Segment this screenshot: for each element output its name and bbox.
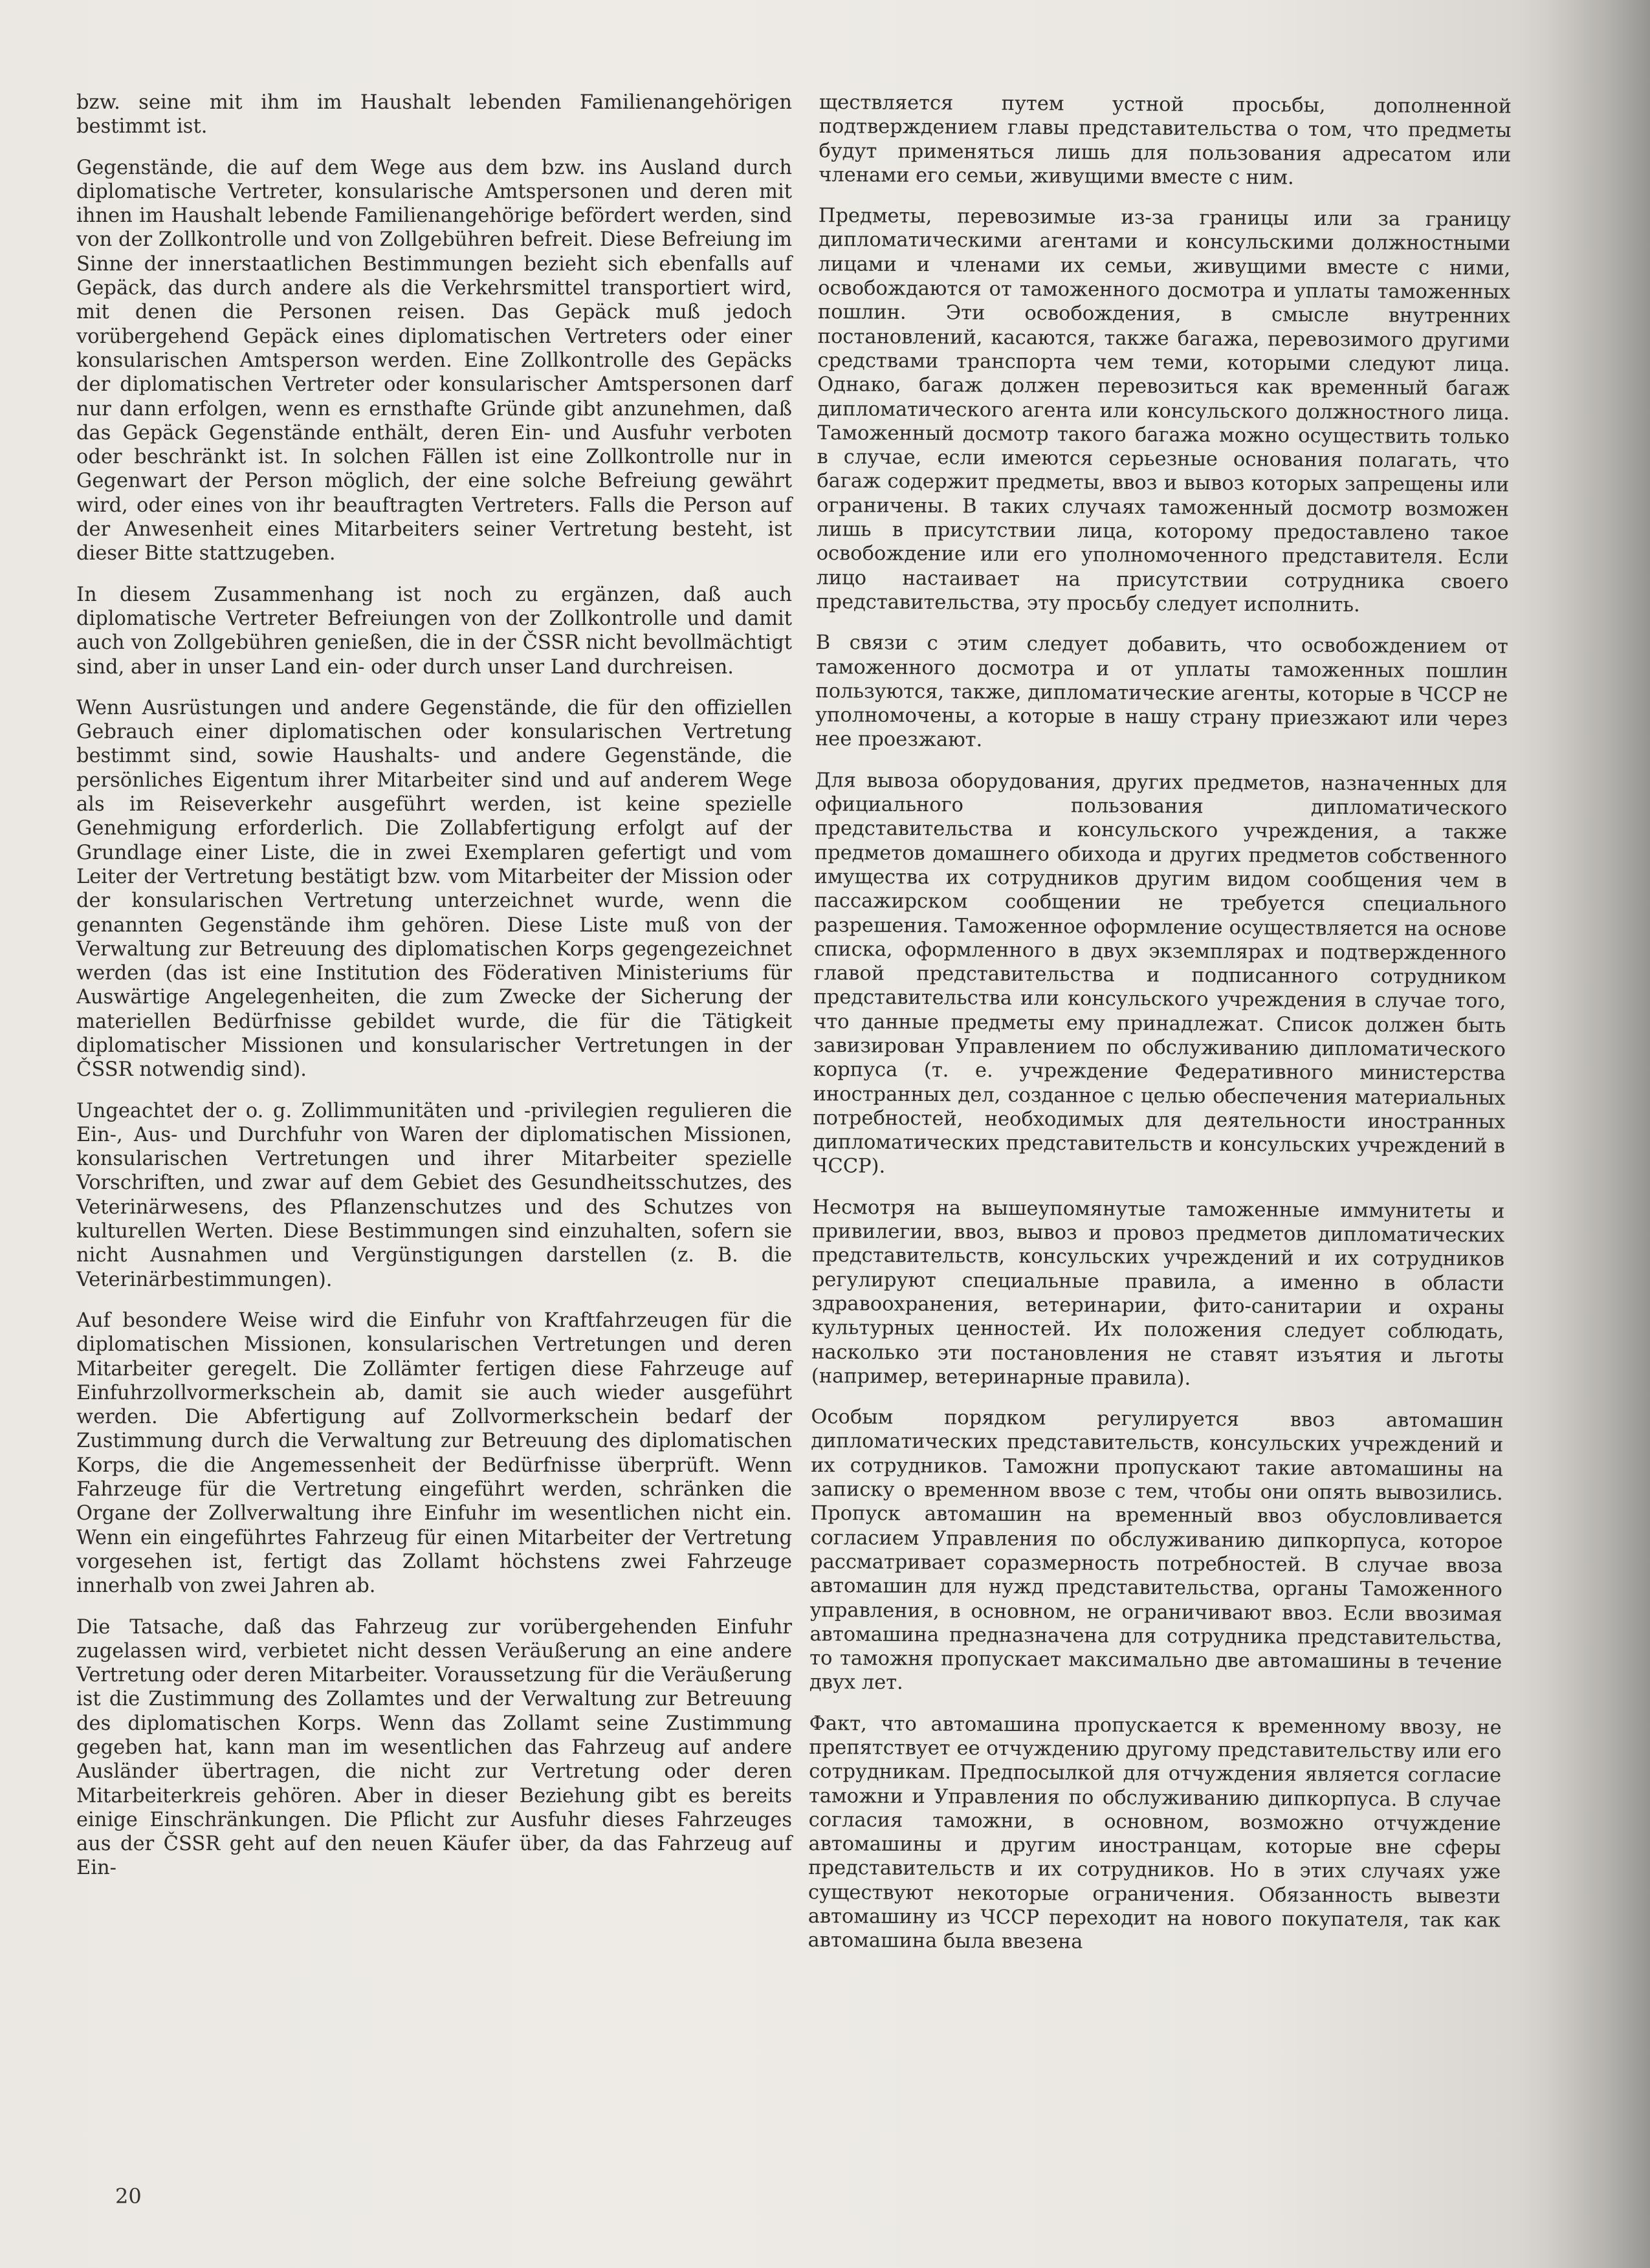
- page-number: 20: [115, 2184, 142, 2208]
- paragraph: Ungeachtet der o. g. Zollimmunitäten und -privilegien regulieren die Ein-, Aus- und Durchfuhr von Waren der diplomatischen Missionen, konsularischen Vertretungen und ihrer Mitarbeiter spezielle Vorschriften, und zwar auf dem Gebiet des Gesundheitsschutzes, des Veterinärwesens, des Pflanzenschutzes und des Schutzes von kulturellen Werten. Diese Bestimmungen sind einzuhalten, sofern sie nicht Ausnahmen und Vergünstigungen darstellen (z. B. die Veterinärbestimmungen).: [76, 1099, 792, 1291]
- binding-shadow: [1546, 0, 1650, 2268]
- paragraph: Для вывоза оборудования, других предметов, назначенных для официального пользования дипломатического представительства и консульского учреждения, а также предметов домашнего обихода и других предметов собственного имущества их сотрудников другим видом сообщения чем в пассажирском сообщении не требуется специального разрешения. Таможенное оформление осуществляется на основе списка, оформленного в двух экземплярах и подтвержденного главой представительства и подписанного сотрудником представительства или консульского учреждения в случае того, что данные предметы ему принадлежат. Список должен быть завизирован Управлением по обслуживанию дипломатического корпуса (т. е. учреждение Федеративного министерства иностранных дел, созданное с целью обеспечения материальных потребностей, необходимых для деятельности иностранных дипломатических представительств и консульских учреждений в ЧССР).: [812, 769, 1508, 1179]
- paragraph: Несмотря на вышеупомянутые таможенные иммунитеты и привилегии, ввоз, вывоз и провоз предметов дипломатических представительств, консульских учреждений и их сотрудников регулируют специальные правила, а именно в области здравоохранения, ветеринарии, фито-санитарии и охраны культурных ценностей. Их положения следует соблюдать, насколько эти постановления не ставят изъятия и льготы (например, ветеринарные правила).: [811, 1195, 1505, 1390]
- paragraph: Die Tatsache, daß das Fahrzeug zur vorübergehenden Einfuhr zugelassen wird, verbietet nicht dessen Veräußerung an eine andere Vertretung oder deren Mitarbeiter. Voraussetzung für die Veräußerung ist die Zustimmung des Zollamtes und der Verwaltung zur Betreuung des diplomatischen Korps. Wenn das Zollamt seine Zustimmung gegeben hat, kann man im wesentlichen das Fahrzeug auf andere Ausländer übertragen, die nicht zur Vertretung oder deren Mitarbeiterkreis gehören. Aber in dieser Beziehung gibt es bereits einige Einschränkungen. Die Pflicht zur Ausfuhr dieses Fahrzeuges aus der ČSSR geht auf den neuen Käufer über, da das Fahrzeug auf Ein-: [76, 1615, 792, 1880]
- paragraph: Gegenstände, die auf dem Wege aus dem bzw. ins Ausland durch diplomatische Vertreter, konsularische Amtspersonen und deren mit ihnen im Haushalt lebende Familienangehörige befördert werden, sind von der Zollkontrolle und von Zollgebühren befreit. Diese Befreiung im Sinne der innerstaatlichen Bestimmungen bezieht sich ebenfalls auf Gepäck, das durch andere als die Verkehrsmittel transportiert wird, mit denen die Personen reisen. Das Gepäck muß jedoch vorübergehend Gepäck eines diplomatischen Vertreters oder einer konsularischen Amtsperson werden. Eine Zollkontrolle des Gepäcks der diplomatischen Vertreter oder konsularischer Amtspersonen darf nur dann erfolgen, wenn es ernsthafte Gründe gibt anzunehmen, daß das Gepäck Gegenstände enthält, deren Ein- und Ausfuhr verboten oder beschränkt ist. In solchen Fällen ist eine Zollkontrolle nur in Gegenwart der Person möglich, der eine solche Befreiung gewährt wird, oder eines von ihr beauftragten Vertreters. Falls die Person auf der Anwesenheit eines Mitarbeiters seiner Vertretung besteht, ist dieser Bitte stattzugeben.: [76, 156, 792, 565]
- paragraph: Auf besondere Weise wird die Einfuhr von Kraftfahrzeugen für die diplomatischen Missionen, konsularischen Vertretungen und deren Mitarbeiter geregelt. Die Zollämter fertigen diese Fahrzeuge auf Einfuhrzollvormerkschein ab, damit sie auch wieder ausgeführt werden. Die Abfertigung auf Zollvormerkschein bedarf der Zustimmung durch die Verwaltung zur Betreuung des diplomatischen Korps, die die Angemessenheit der Bedürfnisse überprüft. Wenn Fahrzeuge für die Vertretung eingeführt werden, schränken die Organe der Zollverwaltung ihre Einfuhr im wesentlichen nicht ein. Wenn ein eingeführtes Fahrzeug für einen Mitarbeiter der Vertretung vorgesehen ist, fertigt das Zollamt höchstens zwei Fahrzeuge innerhalb von zwei Jahren ab.: [76, 1309, 792, 1598]
- paragraph: ществляется путем устной просьбы, дополненной подтверждением главы представительства о том, что предметы будут применяться лишь для пользования адресатом или членами его семьи, живущими вместе с ним.: [819, 91, 1512, 190]
- paragraph: Особым порядком регулируется ввоз автомашин дипломатических представительств, консульских учреждений и их сотрудников. Таможни пропускают такие автомашины на записку о временном ввозе с тем, чтобы они опять вывозились. Пропуск автомашин на временный ввоз обусловливается согласием Управления по обслуживанию дипкорпуса, которое рассматривает соразмерность потребностей. В случае ввоза автомашин для нужд представительства, органы Таможенного управления, в основном, не ограничивают ввоз. Если ввозимая автомашина предназначена для сотрудника представительства, то таможня пропускает максимально две автомашины в течение двух лет.: [809, 1406, 1504, 1695]
- paragraph: In diesem Zusammenhang ist noch zu ergänzen, daß auch diplomatische Vertreter Befreiungen von der Zollkontrolle und damit auch von Zollgebühren genießen, die in der ČSSR nicht bevollmächtigt sind, aber in unser Land ein- oder durch unser Land durchreisen.: [76, 583, 792, 679]
- german-column: [76, 91, 792, 1897]
- paragraph: Факт, что автомашина пропускается к временному ввозу, не препятствует ее отчуждению другому представительству или его сотрудникам. Предпосылкой для отчуждения является согласие таможни и Управления по обслуживанию дипкорпуса. В случае согласия таможни, в основном, возможно отчуждение автомашины и другим иностранцам, которые вне сферы представительств и их сотрудников. Но в этих случаях уже существуют некоторые ограничения. Обязанность вывезти автомашину из ЧССР переходит на нового покупателя, так как автомашина была ввезена: [808, 1712, 1502, 1954]
- paragraph: Wenn Ausrüstungen und andere Gegenstände, die für den offiziellen Gebrauch einer diplomatischen oder konsularischen Vertretung bestimmt sind, sowie Haushalts- und andere Gegenstände, die persönliches Eigentum ihrer Mitarbeiter sind und auf anderem Wege als im Reiseverkehr ausgeführt werden, ist keine spezielle Genehmigung erforderlich. Die Zollabfertigung erfolgt auf der Grundlage einer Liste, die in zwei Exemplaren gefertigt und vom Leiter der Vertretung bestätigt bzw. vom Mitarbeiter der Mission oder der konsularischen Vertretung unterzeichnet wurde, wenn die genannten Gegenstände ihm gehören. Diese Liste muß von der Verwaltung zur Betreuung des diplomatischen Korps gegengezeichnet werden (das ist eine Institution des Föderativen Ministeriums für Auswärtige Angelegenheiten, die zum Zwecke der Sicherung der materiellen Bedürfnisse gebildet wurde, die für die Tätigkeit diplomatischer Missionen und konsularischer Vertretungen in der ČSSR notwendig sind).: [76, 696, 792, 1082]
- paragraph: bzw. seine mit ihm im Haushalt lebenden Familienangehörigen bestimmt ist.: [76, 91, 792, 138]
- paragraph: В связи с этим следует добавить, что освобождением от таможенного досмотра и от уплаты таможенных пошлин пользуются, также, дипломатические агенты, которые в ЧССР не уполномочены, а которые в нашу страну приезжают или через нее проезжают.: [815, 631, 1508, 752]
- paragraph: Предметы, перевозимые из-за границы или за границу дипломатическими агентами и консульскими должностными лицами и членами их семьи, живущими вместе с ними, освобождаются от таможенного досмотра и уплаты таможенных пошлин. Эти освобождения, в смысле внутренних постановлений, касаются, также багажа, перевозимого другими средствами транспорта чем теми, которыми следуют лица. Однако, багаж должен перевозиться как временный багаж дипломатического агента или консульского должностного лица. Таможенный досмотр такого багажа можно осуществить только в случае, если имеются серьезные основания полагать, что багаж содержит предметы, ввоз и вывоз которых запрещены или ограничены. В таких случаях таможенный досмотр возможен лишь в присутствии лица, которому предоставлено такое освобождение или его уполномоченного представителя. Если лицо настаивает на присутствии сотрудника своего представительства, эту просьбу следует исполнить.: [816, 204, 1511, 617]
- russian-column: [808, 91, 1512, 1974]
